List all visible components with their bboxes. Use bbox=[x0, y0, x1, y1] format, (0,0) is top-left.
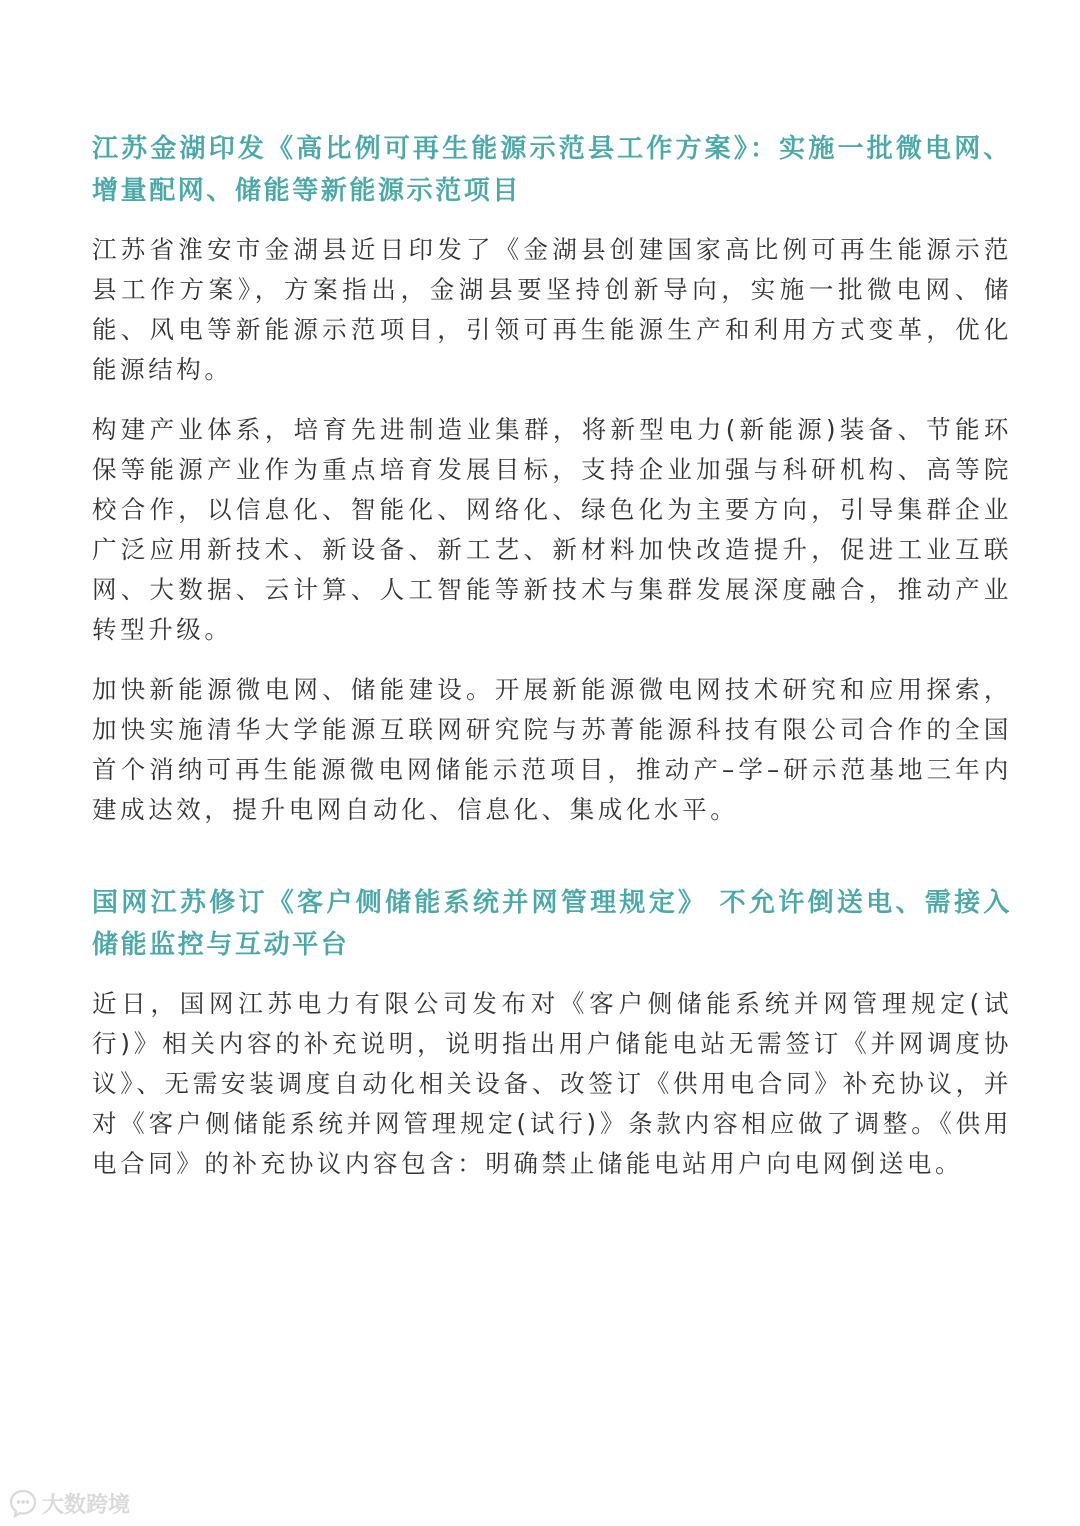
section-paragraph: 加快新能源微电网、储能建设。开展新能源微电网技术研究和应用探索，加快实施清华大学能源互联网研究院与苏菁能源科技有限公司合作的全国首个消纳可再生能源微电网储能示范项目，推动产–学–研示范基地三年内建成达效，提升电网自动化、信息化、集成化水平。 bbox=[92, 675, 1012, 824]
section-paragraph: 江苏省淮安市金湖县近日印发了《金湖县创建国家高比例可再生能源示范县工作方案》，方案指出，金湖县要坚持创新导向，实施一批微电网、储能、风电等新能源示范项目，引领可再生能源生产和利用方式变革，优化能源结构。 bbox=[92, 235, 1012, 384]
watermark-text: 大数跨境 bbox=[42, 1492, 131, 1518]
watermark bbox=[8, 1486, 130, 1520]
chat-bubble-logo-icon bbox=[8, 1488, 38, 1518]
article bbox=[92, 128, 1012, 1204]
section-paragraph: 近日，国网江苏电力有限公司发布对《客户侧储能系统并网管理规定(试行)》相关内容的补充说明，说明指出用户储能电站无需签订《并网调度协议》、无需安装调度自动化相关设备、改签订《供用电合同》补充协议，并对《客户侧储能系统并网管理规定(试行)》条款内容相应做了调整。《供用电合同》的补充协议内容包含：明确禁止储能电站用户向电网倒送电。 bbox=[92, 989, 1012, 1178]
section-paragraph: 构建产业体系，培育先进制造业集群，将新型电力(新能源)装备、节能环保等能源产业作为重点培育发展目标，支持企业加强与科研机构、高等院校合作，以信息化、智能化、网络化、绿色化为主要方向，引导集群企业广泛应用新技术、新设备、新工艺、新材料加快改造提升，促进工业互联网、大数据、云计算、人工智能等新技术与集群发展深度融合，推动产业转型升级。 bbox=[92, 415, 1012, 644]
section-headline: 江苏金湖印发《高比例可再生能源示范县工作方案》：实施一批微电网、增量配网、储能等新能源示范项目 bbox=[92, 134, 1012, 206]
news-section-state-grid-jiangsu bbox=[92, 882, 1012, 1184]
section-headline: 国网江苏修订《客户侧储能系统并网管理规定》 不允许倒送电、需接入储能监控与互动平台 bbox=[92, 888, 1012, 960]
news-section-jinhu bbox=[92, 128, 1012, 830]
